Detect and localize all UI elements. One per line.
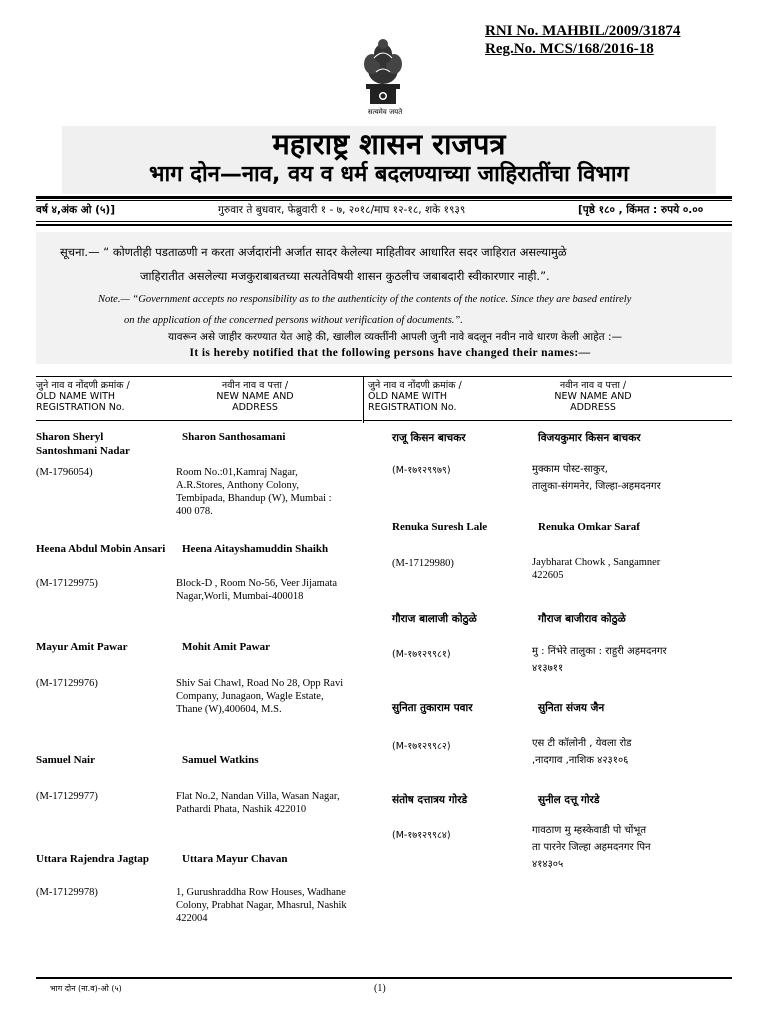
registration-number: (M-१७१२९९७९) <box>392 465 451 476</box>
notice-english-line1: Note.— “Government accepts no responsibility as to the authenticity of the contents of the notice. Since they are based entirely <box>98 294 632 305</box>
address <box>532 822 742 873</box>
divider <box>36 221 732 222</box>
address-line: ता पारनेर जिल्हा अहमदनगर पिन <box>532 842 651 853</box>
old-name: राजू किसन बाचकर <box>392 432 466 444</box>
address: Block-D , Room No-56, Veer Jijamata Nagar,Worli, Mumbai-400018 <box>176 578 338 602</box>
new-name: Mohit Amit Pawar <box>182 641 270 653</box>
new-name: विजयकुमार किसन बाचकर <box>538 432 641 444</box>
registration-number: (M-१७१२९९८४) <box>392 830 451 841</box>
col-header-new-right <box>528 380 658 413</box>
footer-section: भाग दोन (ना.व)-ओ (५) <box>50 984 122 993</box>
new-name: Samuel Watkins <box>182 754 259 766</box>
new-name: Renuka Omkar Saraf <box>538 521 640 533</box>
old-name: Sharon Sheryl Santoshmani Nadar <box>36 431 130 457</box>
divider <box>36 224 732 226</box>
old-name: संतोष दत्तात्रय गोरडे <box>392 794 468 806</box>
col-header-new-en: NEW NAME AND ADDRESS <box>554 391 632 413</box>
table-top-rule <box>36 376 732 377</box>
registration-number: (M-१७१२९९८२) <box>392 741 451 752</box>
address: Shiv Sai Chawl, Road No 28, Opp Ravi Company, Junagaon, Wagle Estate, Thane (W),400604, M.S. <box>176 678 344 715</box>
new-name: गौराज बाजीराव कोठुळे <box>538 613 626 625</box>
registration-number: (M-17129977) <box>36 791 98 802</box>
old-name: सुनिता तुकाराम पवार <box>392 702 473 714</box>
address-line: ४१३७११ <box>532 663 564 674</box>
new-name: Heena Aitayshamuddin Shaikh <box>182 543 329 555</box>
address <box>532 735 742 769</box>
new-name: Uttara Mayur Chavan <box>182 853 288 865</box>
address-line: गावठाण मु म्हस्केवाडी पो चोंभूत <box>532 825 647 836</box>
old-name: Uttara Rajendra Jagtap <box>36 853 150 865</box>
col-header-old-mr: जुने नाव व नोंदणी क्रमांक / <box>368 380 462 391</box>
notice-marathi <box>60 240 720 288</box>
new-name: सुनील दत्तू गोरडे <box>538 794 600 806</box>
col-header-old-en: OLD NAME WITH REGISTRATION No. <box>36 391 125 413</box>
old-name: Heena Abdul Mobin Ansari <box>36 543 166 555</box>
address-line: तालुका-संगमनेर, जिल्हा-अहमदनगर <box>532 481 661 492</box>
registration-number: (M-17129978) <box>36 887 98 898</box>
header-rule-right <box>364 420 732 421</box>
issue-volume: वर्ष ४,अंक ओ (५)] <box>36 204 116 216</box>
notice-english-line2: on the application of the concerned persons without verification of documents.”. <box>124 315 463 326</box>
col-header-new-mr: नवीन नाव व पत्ता / <box>221 380 289 391</box>
issue-pages: [पृष्ठे १८० , किंमत : रुपये ०.०० <box>578 204 704 216</box>
address-line: ४१४३०५ <box>532 859 564 870</box>
notified-marathi: यावरून असे जाहीर करण्यात येत आहे की, खालील व्यक्तींनी आपली जुनी नावे बदलून नवीन नावे धारण केली आहेत :— <box>167 331 623 343</box>
address <box>532 643 742 677</box>
address <box>532 461 732 495</box>
state-emblem-icon <box>352 28 414 120</box>
new-name: Sharon Santhosamani <box>182 431 286 443</box>
address-line: मु : निंभेरे तालुका : राहुरी अहमदनगर <box>532 646 667 657</box>
registration-number: (M-1796054) <box>36 467 93 478</box>
issue-date: गुरुवार ते बुधवार, फेब्रुवारी १ - ७, २०१८/माघ १२-१८, शके १९३९ <box>218 204 466 216</box>
old-name: Samuel Nair <box>36 754 95 766</box>
col-header-new-mr: नवीन नाव व पत्ता / <box>559 380 627 391</box>
address: Flat No.2, Nandan Villa, Wasan Nagar, Pathardi Phata, Nashik 422010 <box>176 791 340 815</box>
registration-numbers <box>485 22 680 58</box>
col-header-new-en: NEW NAME AND ADDRESS <box>216 391 294 413</box>
col-header-new-left <box>190 380 320 413</box>
rni-number: RNI No. MAHBIL/2009/31874 <box>485 23 681 39</box>
reg-number: Reg.No. MCS/168/2016-18 <box>485 41 654 57</box>
address-line: मुक्काम पोस्ट-साकुर, <box>532 464 608 475</box>
header-rule-left <box>36 420 362 421</box>
address: 1, Gurushraddha Row Houses, Wadhane Colony, Prabhat Nagar, Mhasrul, Nashik 422004 <box>176 887 347 924</box>
old-name: Mayur Amit Pawar <box>36 641 128 653</box>
divider <box>36 196 732 199</box>
registration-number: (M-17129976) <box>36 678 98 689</box>
page-number: (1) <box>374 983 386 994</box>
divider <box>36 200 732 201</box>
notice-marathi-line2: जाहिरातीत असलेल्या मजकुराबाबतच्या सत्यतेविषयी शासन कुठलीच जबाबदारी स्वीकारणार नाही.”. <box>140 269 550 283</box>
old-name: गौराज बालाजी कोठुळे <box>392 613 477 625</box>
col-header-old-en: OLD NAME WITH REGISTRATION No. <box>368 391 457 413</box>
address: Room No.:01,Kamraj Nagar, A.R.Stores, Anthony Colony, Tembipada, Bhandup (W), Mumbai : 400 078. <box>176 467 332 517</box>
gazette-subtitle: भाग दोन—नाव, वय व धर्म बदलण्याच्या जाहिरातींचा विभाग <box>149 162 629 187</box>
gazette-title: महाराष्ट्र शासन राजपत्र <box>272 127 506 161</box>
address-line: एस टी कॉलोनी , येवला रोड <box>532 738 632 749</box>
registration-number: (M-१७१२९९८१) <box>392 649 451 660</box>
old-name: Renuka Suresh Lale <box>392 521 488 533</box>
registration-number: (M-17129975) <box>36 578 98 589</box>
col-header-old-right <box>368 380 498 413</box>
address-line: 422605 <box>532 570 564 581</box>
address-line: ,नादगाव ,नाशिक ४२३१०६ <box>532 755 629 766</box>
new-name: सुनिता संजय जैन <box>538 702 605 714</box>
registration-number: (M-17129980) <box>392 558 454 569</box>
address-line: Jaybharat Chowk , Sangamner <box>532 557 661 568</box>
address <box>532 556 732 582</box>
column-divider <box>363 376 364 423</box>
emblem-motto: सत्यमेव जयते <box>367 108 403 116</box>
notice-marathi-line1: सूचना.— “ कोणतीही पडताळणी न करता अर्जदारांनी अर्जात सादर केलेल्या माहितीवर आधारित सदर जाहिरात असल्यामुळे <box>60 245 567 259</box>
notice-english <box>70 289 720 331</box>
footer-rule <box>36 977 732 979</box>
col-header-old-left <box>36 380 166 413</box>
col-header-old-mr: जुने नाव व नोंदणी क्रमांक / <box>36 380 130 391</box>
notified-english: It is hereby notified that the following persons have changed their names:— <box>189 347 591 359</box>
